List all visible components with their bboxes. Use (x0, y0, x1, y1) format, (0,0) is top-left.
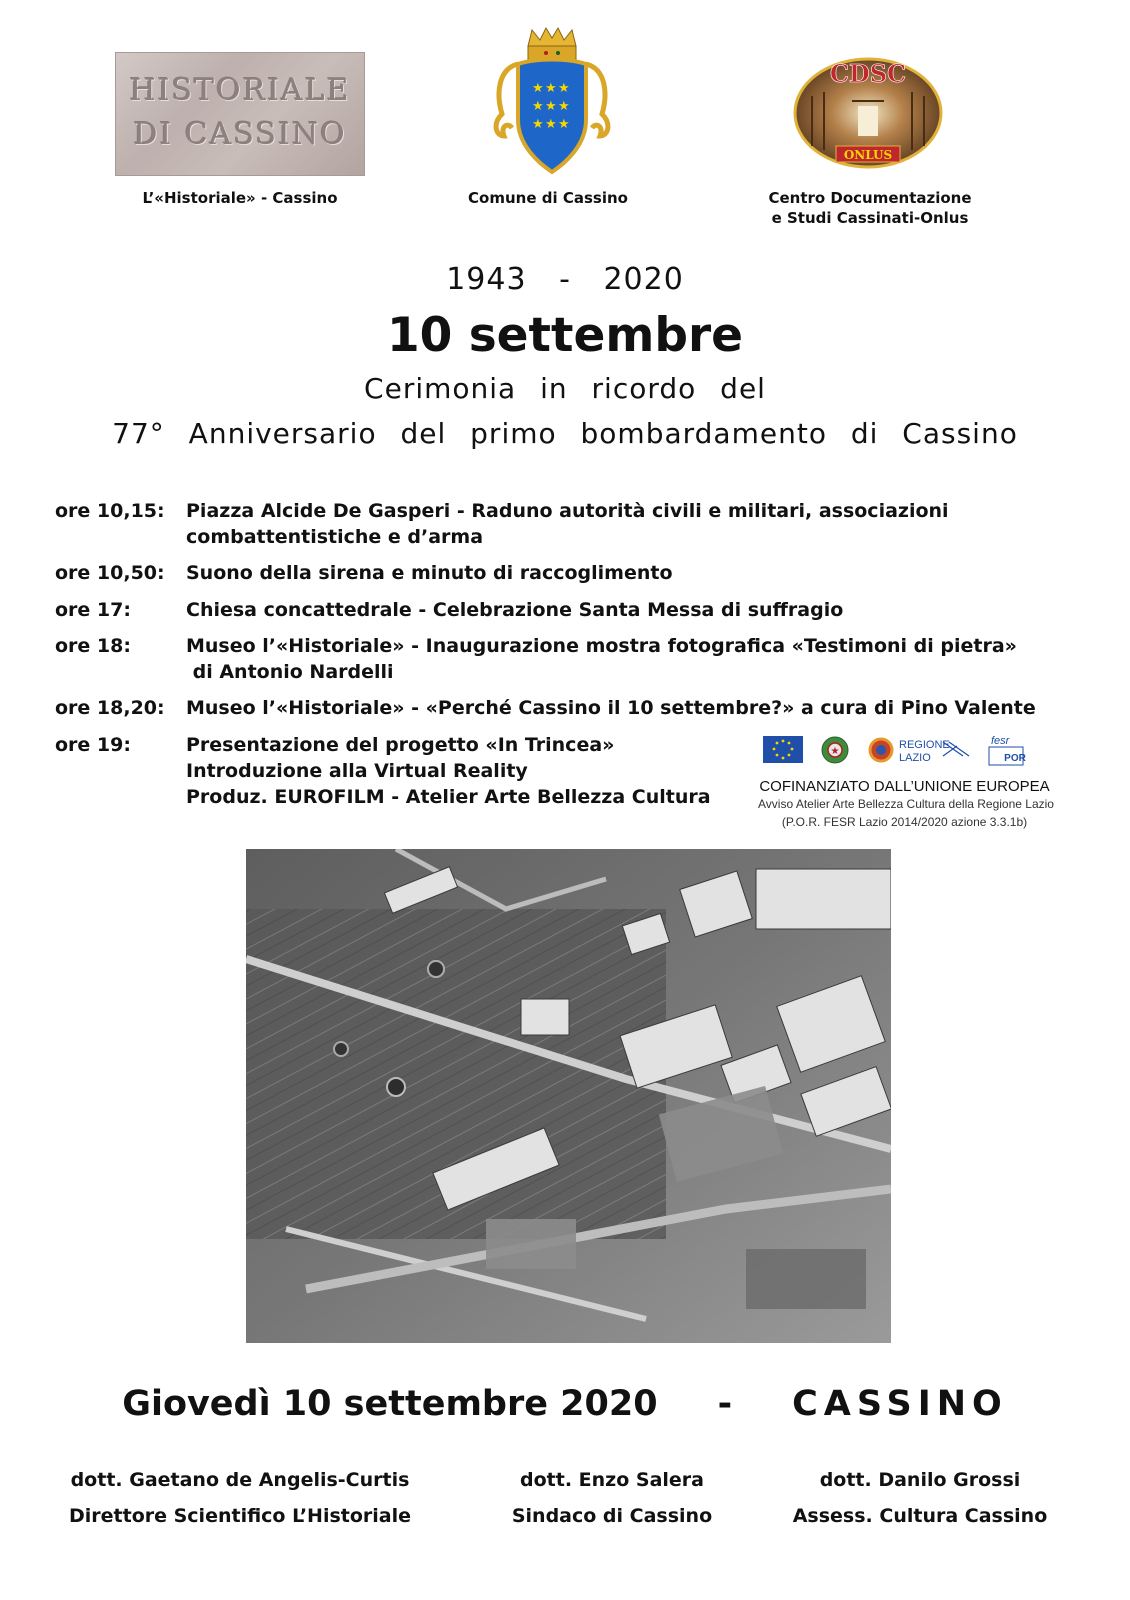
eu-notice-text: Avviso Atelier Arte Bellezza Cultura della Regione Lazio (758, 797, 1054, 811)
schedule-time: ore 19: (55, 734, 131, 756)
eu-flag-icon (763, 736, 803, 763)
schedule-time: ore 18,20: (55, 697, 165, 719)
svg-text:★: ★ (545, 81, 557, 96)
subtitle-line1: Cerimonia in ricordo del (364, 372, 766, 405)
schedule-item-text: Suono della sirena e minuto di raccoglimento (186, 562, 673, 584)
regione-lazio-logo (870, 739, 969, 764)
historiale-logo-line2: DI CASSINO (133, 117, 347, 152)
schedule-item-text: Presentazione del progetto «In Trincea» (186, 734, 615, 756)
fesr-label: fesr (991, 735, 1010, 747)
schedule-item-text: combattentistiche e d’arma (186, 526, 484, 548)
schedule-item-text: Museo l’«Historiale» - Inaugurazione mostra fotografica «Testimoni di pietra» (186, 635, 1017, 657)
event-city: CASSINO (792, 1384, 1008, 1424)
signatory-role: Sindaco di Cassino (511, 1505, 713, 1527)
svg-text:★: ★ (532, 81, 544, 96)
eu-funding-logos (763, 734, 1038, 768)
schedule-time: ore 17: (55, 599, 131, 621)
comune-caption: Comune di Cassino (468, 189, 628, 207)
svg-text:★: ★ (558, 117, 570, 132)
signatory-name: dott. Enzo Salera (520, 1469, 704, 1491)
cdsc-caption-line2: e Studi Cassinati-Onlus (771, 209, 969, 227)
page-title: 10 settembre (386, 308, 744, 363)
cdsc-logo-bottom: ONLUS (843, 148, 893, 162)
svg-text:★: ★ (558, 81, 570, 96)
cdsc-logo-top: CDSC (829, 59, 907, 88)
historiale-caption: L’«Historiale» - Cassino (142, 189, 338, 207)
svg-text:★: ★ (545, 99, 557, 114)
lazio-label: LAZIO (899, 752, 931, 764)
aerial-photo (246, 849, 891, 1343)
schedule-item-text: Piazza Alcide De Gasperi - Raduno autorità civili e militari, associazioni (186, 500, 949, 522)
event-date-line (0, 1384, 1130, 1424)
svg-text:★: ★ (558, 99, 570, 114)
fesr-por-logo (989, 735, 1027, 765)
coat-of-arms-icon (488, 24, 616, 176)
schedule-time: ore 18: (55, 635, 131, 657)
subtitle-line2: 77° Anniversario del primo bombardamento di Cassino (112, 417, 1018, 450)
eu-cofinanced-text: COFINANZIATO DALL’UNIONE EUROPEA (759, 778, 1050, 795)
schedule-item-text: Museo l’«Historiale» - «Perché Cassino il 10 settembre?» a cura di Pino Valente (186, 697, 1036, 719)
years-range: 1943 - 2020 (446, 262, 684, 297)
date-separator: - (717, 1384, 733, 1424)
signatory-role: Direttore Scientifico L’Historiale (68, 1505, 412, 1527)
italian-republic-emblem-icon (822, 737, 848, 763)
signatory-name: dott. Danilo Grossi (819, 1469, 1021, 1491)
signatory-name: dott. Gaetano de Angelis-Curtis (70, 1469, 410, 1491)
schedule-time: ore 10,15: (55, 500, 165, 522)
schedule-item-text: di Antonio Nardelli (186, 661, 394, 683)
eu-program-text: (P.O.R. FESR Lazio 2014/2020 azione 3.3.1b) (781, 815, 1028, 829)
schedule-item-text: Introduzione alla Virtual Reality (186, 760, 528, 782)
cdsc-caption-line1: Centro Documentazione (768, 189, 972, 207)
historiale-logo-line1: HISTORIALE (129, 73, 351, 108)
schedule-item-text: Chiesa concattedrale - Celebrazione Santa Messa di suffragio (186, 599, 844, 621)
por-label: POR (1004, 753, 1026, 764)
event-date: Giovedì 10 settembre 2020 (122, 1384, 658, 1424)
signatory-role: Assess. Cultura Cassino (792, 1505, 1048, 1527)
svg-text:★: ★ (545, 117, 557, 132)
schedule-item-text: Produz. EUROFILM - Atelier Arte Bellezza Cultura (186, 786, 711, 808)
svg-text:★: ★ (532, 117, 544, 132)
historiale-logo (115, 52, 365, 176)
svg-text:★: ★ (830, 746, 840, 757)
cdsc-logo (792, 56, 944, 170)
svg-text:★: ★ (532, 99, 544, 114)
regione-label: REGIONE (899, 739, 950, 751)
schedule-time: ore 10,50: (55, 562, 165, 584)
